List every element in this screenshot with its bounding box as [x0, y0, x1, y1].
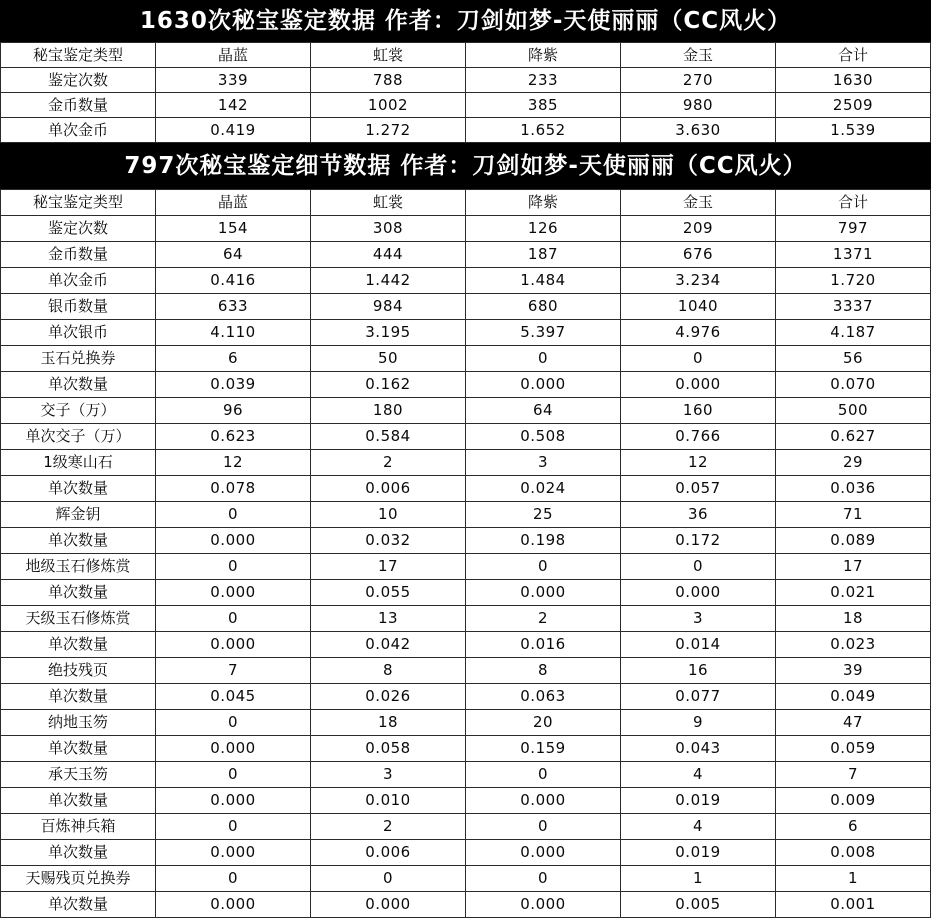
- row-value: 1: [776, 866, 931, 892]
- section1-table-header-cell: 金玉: [621, 43, 776, 68]
- row-value: 16: [621, 658, 776, 684]
- row-value: 17: [776, 554, 931, 580]
- row-value: 3.195: [311, 320, 466, 346]
- row-value: 0.000: [466, 788, 621, 814]
- row-label: 单次金币: [1, 118, 156, 143]
- row-value: 0.042: [311, 632, 466, 658]
- section2-table-header-cell: 合计: [776, 190, 931, 216]
- section1-table: [0, 42, 931, 143]
- row-value: 680: [466, 294, 621, 320]
- row-value: 0.023: [776, 632, 931, 658]
- row-value: 2: [466, 606, 621, 632]
- row-value: 270: [621, 68, 776, 93]
- row-value: 64: [466, 398, 621, 424]
- row-value: 18: [311, 710, 466, 736]
- row-value: 47: [776, 710, 931, 736]
- row-value: 3.234: [621, 268, 776, 294]
- row-value: 0: [621, 554, 776, 580]
- table-row: [1, 684, 931, 710]
- row-value: 0: [156, 606, 311, 632]
- table-row: [1, 736, 931, 762]
- row-value: 2: [311, 814, 466, 840]
- row-value: 0.000: [466, 580, 621, 606]
- section1-table-header-cell: 虹裳: [311, 43, 466, 68]
- row-label: 单次数量: [1, 736, 156, 762]
- row-value: 180: [311, 398, 466, 424]
- table-row: [1, 93, 931, 118]
- row-label: 鉴定次数: [1, 216, 156, 242]
- row-label: 金币数量: [1, 93, 156, 118]
- row-value: 0.000: [156, 840, 311, 866]
- section1-table-header-cell: 晶蓝: [156, 43, 311, 68]
- section2-table-body: [1, 190, 931, 918]
- row-value: 0.172: [621, 528, 776, 554]
- row-label: 单次数量: [1, 580, 156, 606]
- row-value: 0: [466, 814, 621, 840]
- table-row: [1, 346, 931, 372]
- row-value: 160: [621, 398, 776, 424]
- row-value: 71: [776, 502, 931, 528]
- row-label: 1级寒山石: [1, 450, 156, 476]
- row-label: 单次数量: [1, 528, 156, 554]
- table-row: [1, 554, 931, 580]
- table-row: [1, 450, 931, 476]
- row-value: 0.006: [311, 840, 466, 866]
- row-value: 0.416: [156, 268, 311, 294]
- row-label: 单次交子（万）: [1, 424, 156, 450]
- table-row: [1, 762, 931, 788]
- row-value: 4.976: [621, 320, 776, 346]
- row-value: 233: [466, 68, 621, 93]
- table-row: [1, 476, 931, 502]
- row-value: 1002: [311, 93, 466, 118]
- row-value: 2509: [776, 93, 931, 118]
- row-label: 单次金币: [1, 268, 156, 294]
- table-row: [1, 632, 931, 658]
- row-label: 承天玉笏: [1, 762, 156, 788]
- row-value: 3337: [776, 294, 931, 320]
- table-row: [1, 892, 931, 918]
- row-value: 5.397: [466, 320, 621, 346]
- row-label: 天级玉石修炼赏: [1, 606, 156, 632]
- row-label: 地级玉石修炼赏: [1, 554, 156, 580]
- row-value: 20: [466, 710, 621, 736]
- row-value: 0: [466, 762, 621, 788]
- row-value: 1.720: [776, 268, 931, 294]
- row-value: 788: [311, 68, 466, 93]
- row-value: 0.159: [466, 736, 621, 762]
- table-row: [1, 424, 931, 450]
- table-row: [1, 372, 931, 398]
- row-label: 交子（万）: [1, 398, 156, 424]
- row-value: 0.623: [156, 424, 311, 450]
- row-label: 辉金钥: [1, 502, 156, 528]
- row-value: 6: [156, 346, 311, 372]
- row-value: 126: [466, 216, 621, 242]
- table-row: [1, 710, 931, 736]
- row-value: 0.508: [466, 424, 621, 450]
- row-value: 3: [311, 762, 466, 788]
- section1-table-header-cell: 秘宝鉴定类型: [1, 43, 156, 68]
- section1-banner-title: 1630次秘宝鉴定数据 作者：刀剑如梦-天使丽丽（CC风火）: [0, 0, 931, 42]
- section1-table-header-row: [1, 43, 931, 68]
- table-row: [1, 118, 931, 143]
- row-value: 0.021: [776, 580, 931, 606]
- row-value: 1.539: [776, 118, 931, 143]
- row-value: 0: [311, 866, 466, 892]
- row-value: 56: [776, 346, 931, 372]
- row-value: 1.652: [466, 118, 621, 143]
- section2-table-header-row: [1, 190, 931, 216]
- section1-table-header-cell: 合计: [776, 43, 931, 68]
- row-value: 0.000: [621, 580, 776, 606]
- row-value: 7: [776, 762, 931, 788]
- row-value: 633: [156, 294, 311, 320]
- row-value: 308: [311, 216, 466, 242]
- row-value: 8: [466, 658, 621, 684]
- row-value: 444: [311, 242, 466, 268]
- row-value: 0.049: [776, 684, 931, 710]
- row-value: 12: [621, 450, 776, 476]
- table-row: [1, 840, 931, 866]
- row-label: 银币数量: [1, 294, 156, 320]
- section1-table-header-cell: 降紫: [466, 43, 621, 68]
- row-value: 4.187: [776, 320, 931, 346]
- row-value: 25: [466, 502, 621, 528]
- row-value: 984: [311, 294, 466, 320]
- table-row: [1, 242, 931, 268]
- row-value: 0: [156, 762, 311, 788]
- row-value: 0.019: [621, 840, 776, 866]
- row-value: 676: [621, 242, 776, 268]
- row-value: 36: [621, 502, 776, 528]
- row-value: 0.766: [621, 424, 776, 450]
- row-value: 0.016: [466, 632, 621, 658]
- section2-table-header-cell: 金玉: [621, 190, 776, 216]
- row-value: 0.043: [621, 736, 776, 762]
- row-value: 0: [156, 814, 311, 840]
- row-value: 0.627: [776, 424, 931, 450]
- row-value: 0.000: [156, 632, 311, 658]
- row-value: 0: [621, 346, 776, 372]
- row-value: 0.419: [156, 118, 311, 143]
- table-row: [1, 788, 931, 814]
- row-label: 单次数量: [1, 632, 156, 658]
- row-value: 0: [156, 502, 311, 528]
- row-value: 0.077: [621, 684, 776, 710]
- row-label: 玉石兑换券: [1, 346, 156, 372]
- row-value: 0.019: [621, 788, 776, 814]
- row-value: 29: [776, 450, 931, 476]
- section2-table-header-cell: 晶蓝: [156, 190, 311, 216]
- row-value: 3.630: [621, 118, 776, 143]
- row-value: 0.000: [156, 892, 311, 918]
- row-value: 10: [311, 502, 466, 528]
- row-value: 0.000: [156, 580, 311, 606]
- row-value: 1: [621, 866, 776, 892]
- table-row: [1, 268, 931, 294]
- row-value: 0.014: [621, 632, 776, 658]
- row-value: 980: [621, 93, 776, 118]
- row-value: 96: [156, 398, 311, 424]
- table-row: [1, 320, 931, 346]
- table-row: [1, 814, 931, 840]
- table-row: [1, 502, 931, 528]
- row-label: 单次数量: [1, 476, 156, 502]
- section2-table-header-cell: 降紫: [466, 190, 621, 216]
- row-value: 0.198: [466, 528, 621, 554]
- row-value: 1.272: [311, 118, 466, 143]
- row-value: 1630: [776, 68, 931, 93]
- table-row: [1, 216, 931, 242]
- table-row: [1, 398, 931, 424]
- row-value: 0: [156, 554, 311, 580]
- row-value: 339: [156, 68, 311, 93]
- row-value: 39: [776, 658, 931, 684]
- row-value: 385: [466, 93, 621, 118]
- row-value: 0.057: [621, 476, 776, 502]
- row-value: 0.055: [311, 580, 466, 606]
- row-label: 单次数量: [1, 372, 156, 398]
- row-value: 1371: [776, 242, 931, 268]
- section2-table: [0, 189, 931, 918]
- row-value: 0.584: [311, 424, 466, 450]
- row-value: 0.000: [156, 736, 311, 762]
- row-value: 0.006: [311, 476, 466, 502]
- row-label: 单次数量: [1, 684, 156, 710]
- row-label: 单次银币: [1, 320, 156, 346]
- row-value: 0.032: [311, 528, 466, 554]
- row-value: 0.000: [156, 788, 311, 814]
- row-value: 797: [776, 216, 931, 242]
- row-value: 154: [156, 216, 311, 242]
- row-value: 0: [466, 866, 621, 892]
- row-value: 64: [156, 242, 311, 268]
- row-label: 天赐残页兑换券: [1, 866, 156, 892]
- row-value: 4.110: [156, 320, 311, 346]
- row-value: 0.000: [156, 528, 311, 554]
- row-value: 0.089: [776, 528, 931, 554]
- row-value: 0.070: [776, 372, 931, 398]
- row-value: 0.000: [466, 892, 621, 918]
- row-value: 3: [621, 606, 776, 632]
- row-value: 187: [466, 242, 621, 268]
- row-value: 0.063: [466, 684, 621, 710]
- row-value: 0.162: [311, 372, 466, 398]
- row-value: 1040: [621, 294, 776, 320]
- table-row: [1, 294, 931, 320]
- row-value: 4: [621, 762, 776, 788]
- row-value: 0.001: [776, 892, 931, 918]
- row-value: 0.008: [776, 840, 931, 866]
- table-row: [1, 528, 931, 554]
- row-value: 8: [311, 658, 466, 684]
- row-value: 0.000: [311, 892, 466, 918]
- row-value: 9: [621, 710, 776, 736]
- row-value: 17: [311, 554, 466, 580]
- row-value: 0: [466, 554, 621, 580]
- row-value: 4: [621, 814, 776, 840]
- row-value: 209: [621, 216, 776, 242]
- row-label: 纳地玉笏: [1, 710, 156, 736]
- row-label: 单次数量: [1, 840, 156, 866]
- table-row: [1, 658, 931, 684]
- table-row: [1, 580, 931, 606]
- row-value: 500: [776, 398, 931, 424]
- row-value: 0.000: [621, 372, 776, 398]
- section2-table-header-cell: 虹裳: [311, 190, 466, 216]
- row-value: 0.026: [311, 684, 466, 710]
- row-value: 1.442: [311, 268, 466, 294]
- row-value: 0.058: [311, 736, 466, 762]
- row-value: 0.000: [466, 840, 621, 866]
- row-value: 0.000: [466, 372, 621, 398]
- section2-banner-title: 797次秘宝鉴定细节数据 作者：刀剑如梦-天使丽丽（CC风火）: [0, 143, 931, 189]
- table-row: [1, 68, 931, 93]
- row-value: 0.024: [466, 476, 621, 502]
- row-value: 0.039: [156, 372, 311, 398]
- row-value: 0: [466, 346, 621, 372]
- row-label: 金币数量: [1, 242, 156, 268]
- row-label: 鉴定次数: [1, 68, 156, 93]
- row-label: 绝技残页: [1, 658, 156, 684]
- row-value: 0.005: [621, 892, 776, 918]
- row-value: 142: [156, 93, 311, 118]
- row-value: 0.036: [776, 476, 931, 502]
- row-label: 百炼神兵箱: [1, 814, 156, 840]
- row-value: 13: [311, 606, 466, 632]
- row-value: 18: [776, 606, 931, 632]
- row-label: 单次数量: [1, 892, 156, 918]
- row-value: 0: [156, 866, 311, 892]
- section2-table-header-cell: 秘宝鉴定类型: [1, 190, 156, 216]
- row-value: 0: [156, 710, 311, 736]
- row-value: 2: [311, 450, 466, 476]
- row-value: 12: [156, 450, 311, 476]
- row-value: 6: [776, 814, 931, 840]
- row-label: 单次数量: [1, 788, 156, 814]
- row-value: 0.078: [156, 476, 311, 502]
- row-value: 3: [466, 450, 621, 476]
- table-row: [1, 606, 931, 632]
- row-value: 0.045: [156, 684, 311, 710]
- row-value: 0.009: [776, 788, 931, 814]
- row-value: 1.484: [466, 268, 621, 294]
- row-value: 50: [311, 346, 466, 372]
- row-value: 0.010: [311, 788, 466, 814]
- row-value: 0.059: [776, 736, 931, 762]
- row-value: 7: [156, 658, 311, 684]
- section1-table-body: [1, 43, 931, 143]
- table-row: [1, 866, 931, 892]
